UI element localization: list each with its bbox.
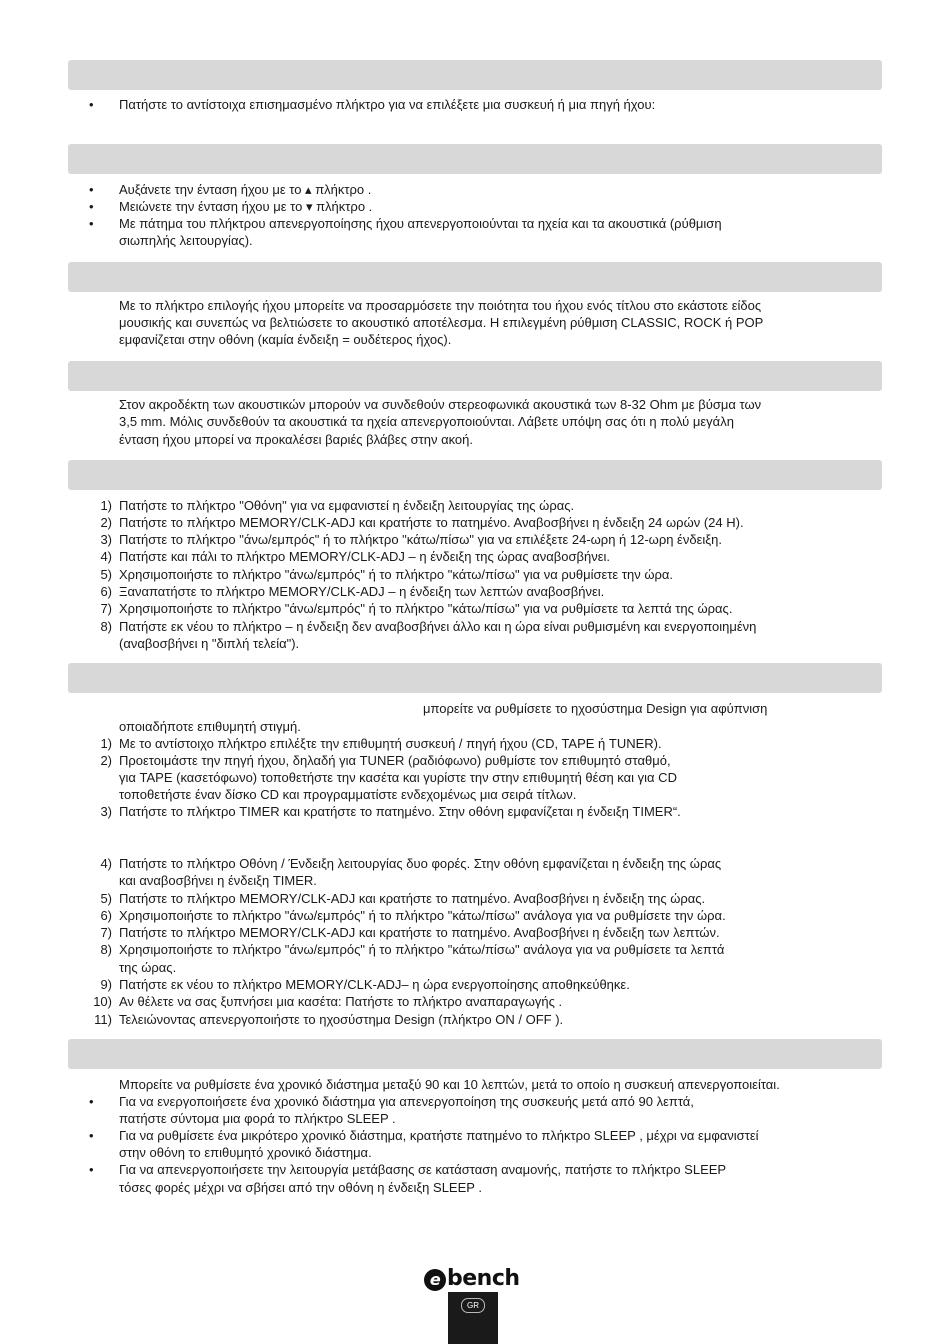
bullet: •: [89, 1094, 94, 1109]
step-text-continuation: (αναβοσβήνει η "διπλή τελεία").: [119, 636, 300, 651]
list-item: Μειώνετε την ένταση ήχου με το ▾ πλήκτρο .: [119, 199, 373, 214]
step-text: Τελειώνοντας απενεργοποιήστε το ηχοσύστημα Design (πλήκτρο ON / OFF ).: [119, 1012, 564, 1027]
intro-line: μπορείτε να ρυθμίσετε το ηχοσύστημα Design για αφύπνιση: [423, 701, 768, 716]
paragraph-line: Μπορείτε να ρυθμίσετε ένα χρονικό διάστημα μεταξύ 90 και 10 λεπτών, μετά το οποίο η συσκευή απενεργοποιείται.: [119, 1077, 780, 1092]
step-text-continuation: και αναβοσβήνει η ένδειξη TIMER.: [119, 873, 317, 888]
step-text: Πατήστε το πλήκτρο Οθόνη / Ένδειξη λειτουργίας δυο φορές. Στην οθόνη εμφανίζεται η ένδειξη της ώρας: [119, 856, 722, 871]
step-number: 4): [100, 549, 112, 564]
step-text: Πατήστε το πλήκτρο "άνω/εμπρός" ή το πλήκτρο "κάτω/πίσω" για να επιλέξετε 24-ωρη ή 12-ωρη ένδειξη.: [119, 532, 722, 547]
step-text: Με το αντίστοιχο πλήκτρο επιλέξτε την επιθυμητή συσκευή / πηγή ήχου (CD, TAPE ή TUNER).: [119, 736, 662, 751]
step-text: Πατήστε το πλήκτρο TIMER και κρατήστε το πατημένο. Στην οθόνη εμφανίζεται η ένδειξη TIMER“.: [119, 804, 681, 819]
step-text: Πατήστε το πλήκτρο MEMORY/CLK-ADJ και κρατήστε το πατημένο. Αναβοσβήνει η ένδειξη των λεπτών.: [119, 925, 720, 940]
list-item-continuation: στην οθόνη το επιθυμητό χρονικό διάστημα.: [119, 1145, 372, 1160]
step-text: Χρησιμοποιήστε το πλήκτρο "άνω/εμπρός" ή το πλήκτρο "κάτω/πίσω" για να ρυθμίσετε την ώρα.: [119, 567, 673, 582]
step-number: 5): [100, 567, 112, 582]
language-badge: GR: [461, 1298, 485, 1313]
brand-e-icon: e: [424, 1269, 446, 1291]
bullet: •: [89, 97, 94, 112]
step-text: Προετοιμάστε την πηγή ήχου, δηλαδή για TUNER (ραδιόφωνο) ρυθμίστε τον επιθυμητό σταθμό,: [119, 753, 671, 768]
step-text: Πατήστε το πλήκτρο "Οθόνη" για να εμφανιστεί η ένδειξη λειτουργίας της ώρας.: [119, 498, 575, 513]
language-tab: [448, 1292, 498, 1344]
section-header-bar: [68, 361, 882, 391]
bullet: •: [89, 182, 94, 197]
paragraph-line: εμφανίζεται στην οθόνη (καμία ένδειξη = ουδέτερος ήχος).: [119, 332, 452, 347]
step-number: 1): [100, 498, 112, 513]
step-number: 4): [100, 856, 112, 871]
step-number: 6): [100, 584, 112, 599]
section-header-bar: [68, 663, 882, 693]
step-text: Ξαναπατήστε το πλήκτρο MEMORY/CLK-ADJ – η ένδειξη των λεπτών αναβοσβήνει.: [119, 584, 605, 599]
step-text: Πατήστε το πλήκτρο MEMORY/CLK-ADJ και κρατήστε το πατημένο. Αναβοσβήνει η ένδειξη της ώρας.: [119, 891, 706, 906]
paragraph-line: Με το πλήκτρο επιλογής ήχου μπορείτε να προσαρμόσετε την ποιότητα του ήχου ενός τίτλου στο εκάστοτε είδος: [119, 298, 762, 313]
section-header-bar: [68, 60, 882, 90]
step-text: Πατήστε εκ νέου το πλήκτρο MEMORY/CLK-ADJ– η ώρα ενεργοποίησης αποθηκεύθηκε.: [119, 977, 630, 992]
step-number: 9): [100, 977, 112, 992]
brand-logo: [424, 1266, 520, 1291]
paragraph-line: ένταση ήχου μπορεί να προκαλέσει βαριές βλάβες στην ακοή.: [119, 432, 473, 447]
list-item: Αυξάνετε την ένταση ήχου με το ▴ πλήκτρο .: [119, 182, 372, 197]
list-item: Για να ενεργοποιήσετε ένα χρονικό διάστημα για απενεργοποίηση της συσκευής μετά από 90 λεπτά,: [119, 1094, 694, 1109]
list-item: Πατήστε το αντίστοιχα επισημασμένο πλήκτρο για να επιλέξετε μια συσκευή ή μια πηγή ήχου:: [119, 97, 656, 112]
paragraph-line: Στον ακροδέκτη των ακουστικών μπορούν να συνδεθούν στερεοφωνικά ακουστικά των 8-32 Ohm με βύσμα των: [119, 397, 762, 412]
paragraph-line: μουσικής και συνεπώς να βελτιώσετε το ακουστικό αποτέλεσμα. Η επιλεγμένη ρύθμιση CLASSIC, ROCK ή POP: [119, 315, 764, 330]
step-text: Χρησιμοποιήστε το πλήκτρο "άνω/εμπρός" ή το πλήκτρο "κάτω/πίσω" ανάλογα για να ρυθμίσετε την ώρα.: [119, 908, 726, 923]
list-item-continuation: σιωπηλής λειτουργίας).: [119, 233, 253, 248]
list-item-continuation: τόσες φορές μέχρι να σβήσει από την οθόνη η ένδειξη SLEEP .: [119, 1180, 482, 1195]
step-number: 3): [100, 532, 112, 547]
paragraph-line: 3,5 mm. Μόλις συνδεθούν τα ακουστικά τα ηχεία απενεργοποιούνται. Λάβετε υπόψη σας ότι η πολύ μεγάλη: [119, 414, 734, 429]
step-text: Χρησιμοποιήστε το πλήκτρο "άνω/εμπρός" ή το πλήκτρο "κάτω/πίσω" για να ρυθμίσετε τα λεπτά της ώρας.: [119, 601, 733, 616]
step-number: 10): [93, 994, 112, 1009]
section-header-bar: [68, 144, 882, 174]
step-text: Πατήστε και πάλι το πλήκτρο MEMORY/CLK-ADJ – η ένδειξη της ώρας αναβοσβήνει.: [119, 549, 611, 564]
section-header-bar: [68, 1039, 882, 1069]
step-number: 7): [100, 925, 112, 940]
bullet: •: [89, 216, 94, 231]
list-item: Για να ρυθμίσετε ένα μικρότερο χρονικό διάστημα, κρατήστε πατημένο το πλήκτρο SLEEP , μέχρι να εμφανιστεί: [119, 1128, 759, 1143]
step-text-continuation: της ώρας.: [119, 960, 177, 975]
step-text: Πατήστε εκ νέου το πλήκτρο – η ένδειξη δεν αναβοσβήνει άλλο και η ώρα είναι ρυθμισμένη και ενεργοποιημένη: [119, 619, 757, 634]
step-number: 7): [100, 601, 112, 616]
bullet: •: [89, 1128, 94, 1143]
step-number: 2): [100, 753, 112, 768]
list-item: Για να απενεργοποιήσετε την λειτουργία μετάβασης σε κατάσταση αναμονής, πατήστε το πλήκτρο SLEEP: [119, 1162, 727, 1177]
step-text: Χρησιμοποιήστε το πλήκτρο "άνω/εμπρός" ή το πλήκτρο "κάτω/πίσω" ανάλογα για να ρυθμίσετε τα λεπτά: [119, 942, 725, 957]
step-text: Πατήστε το πλήκτρο MEMORY/CLK-ADJ και κρατήστε το πατημένο. Αναβοσβήνει η ένδειξη 24 ωρών (24 H).: [119, 515, 744, 530]
section-header-bar: [68, 262, 882, 292]
list-item-continuation: πατήστε σύντομα μια φορά το πλήκτρο SLEEP .: [119, 1111, 396, 1126]
step-number: 11): [94, 1012, 112, 1027]
list-item: Με πάτημα του πλήκτρου απενεργοποίησης ήχου απενεργοποιούνται τα ηχεία και τα ακουστικά (ρύθμιση: [119, 216, 722, 231]
step-number: 3): [100, 804, 112, 819]
step-text-continuation: τοποθετήστε έναν δίσκο CD και προγραμματίστε ενδεχομένως μια σειρά τίτλων.: [119, 787, 577, 802]
step-number: 6): [100, 908, 112, 923]
step-number: 8): [100, 942, 112, 957]
step-text: Αν θέλετε να σας ξυπνήσει μια κασέτα: Πατήστε το πλήκτρο αναπαραγωγής .: [119, 994, 563, 1009]
bullet: •: [89, 199, 94, 214]
step-number: 8): [100, 619, 112, 634]
step-text-continuation: για TAPE (κασετόφωνο) τοποθετήστε την κασέτα και γυρίστε την στην επιθυμητή θέση και για CD: [119, 770, 677, 785]
intro-line: οποιαδήποτε επιθυμητή στιγμή.: [119, 719, 301, 734]
step-number: 2): [100, 515, 112, 530]
brand-name: bench: [447, 1266, 520, 1291]
step-number: 5): [100, 891, 112, 906]
step-number: 1): [100, 736, 112, 751]
section-header-bar: [68, 460, 882, 490]
bullet: •: [89, 1162, 94, 1177]
